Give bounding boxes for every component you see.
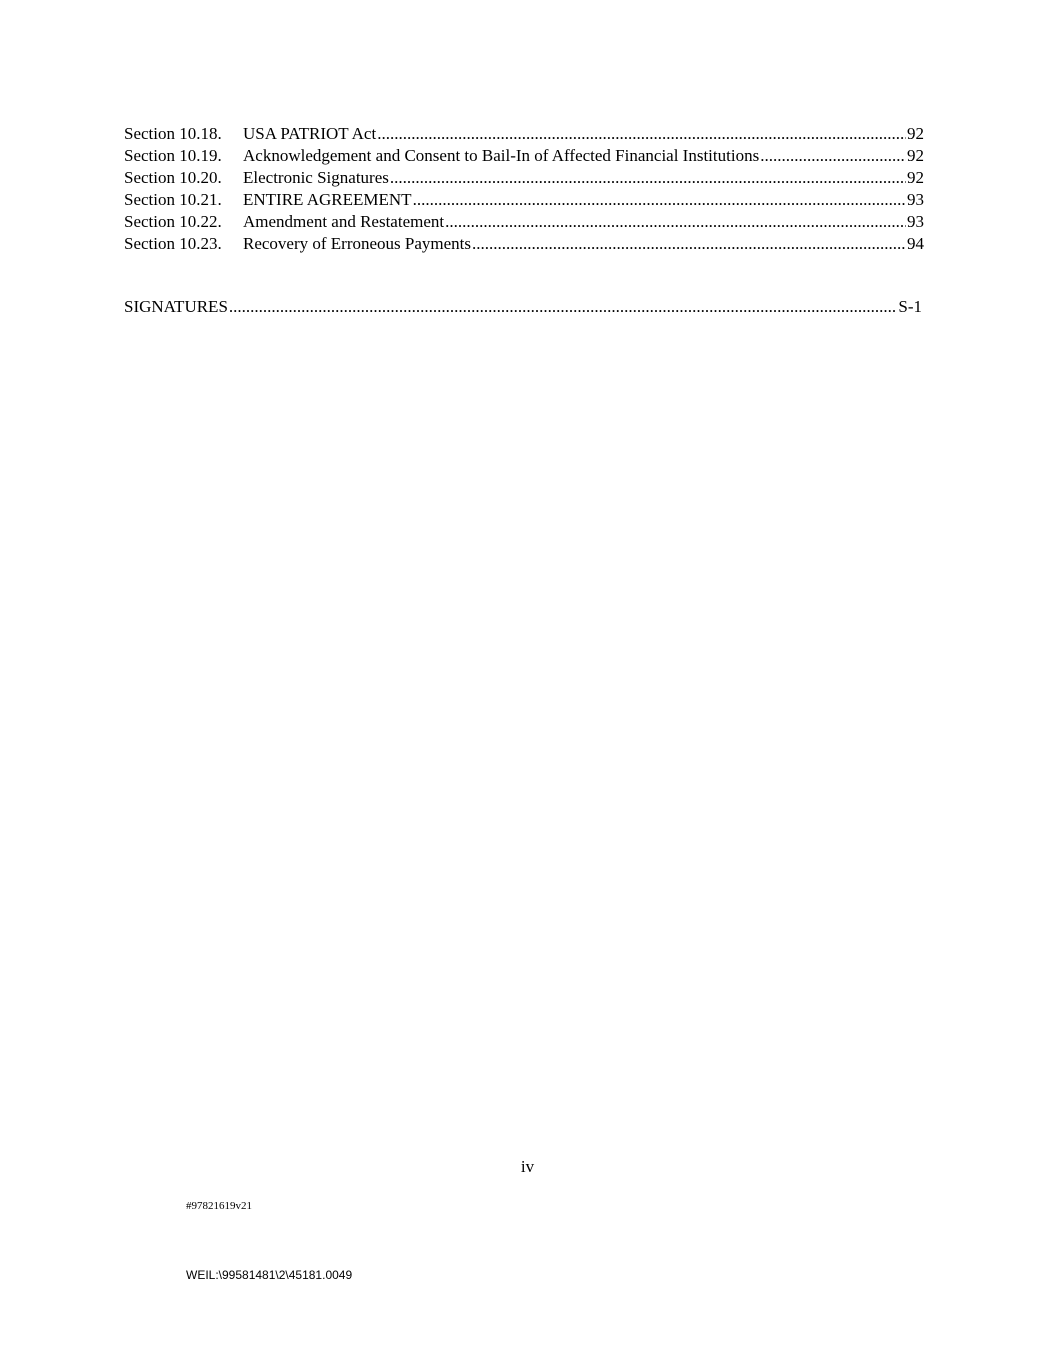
dot-leader [377, 123, 906, 145]
section-page: 93 [907, 212, 924, 231]
section-title: Electronic Signatures [243, 168, 389, 187]
section-number: Section 10.22. [124, 212, 222, 231]
dot-leader [413, 189, 906, 211]
toc-entry-10-22 [124, 211, 924, 233]
section-page: 93 [907, 190, 924, 209]
dot-leader [229, 296, 897, 318]
section-page: 92 [907, 146, 924, 165]
document-id: #97821619v21 [186, 1200, 252, 1212]
section-title: Acknowledgement and Consent to Bail-In of Affected Financial Institutions [243, 146, 760, 165]
page-number: iv [520, 1157, 535, 1176]
signatures-page: S-1 [898, 297, 922, 316]
section-number: Section 10.21. [124, 190, 222, 209]
section-number: Section 10.23. [124, 234, 222, 253]
section-title: USA PATRIOT Act [243, 124, 377, 143]
section-title: Amendment and Restatement [243, 212, 445, 231]
dot-leader [760, 145, 906, 167]
toc-entry-10-23 [124, 233, 924, 255]
toc-entry-10-20 [124, 167, 924, 189]
signatures-title: SIGNATURES [124, 297, 228, 316]
section-number: Section 10.19. [124, 146, 222, 165]
toc-entry-signatures [124, 296, 922, 318]
dot-leader [445, 211, 906, 233]
section-number: Section 10.18. [124, 124, 222, 143]
section-number: Section 10.20. [124, 168, 222, 187]
table-of-contents [124, 123, 924, 255]
toc-entry-10-21 [124, 189, 924, 211]
toc-entry-10-18 [124, 123, 924, 145]
section-page: 92 [907, 124, 924, 143]
section-title: Recovery of Erroneous Payments [243, 234, 472, 253]
section-page: 94 [907, 234, 924, 253]
dot-leader [472, 233, 906, 255]
section-title: ENTIRE AGREEMENT [243, 190, 412, 209]
weil-reference-id: WEIL:\99581481\2\45181.0049 [186, 1268, 353, 1282]
toc-entry-10-19 [124, 145, 924, 167]
section-page: 92 [907, 168, 924, 187]
dot-leader [390, 167, 906, 189]
